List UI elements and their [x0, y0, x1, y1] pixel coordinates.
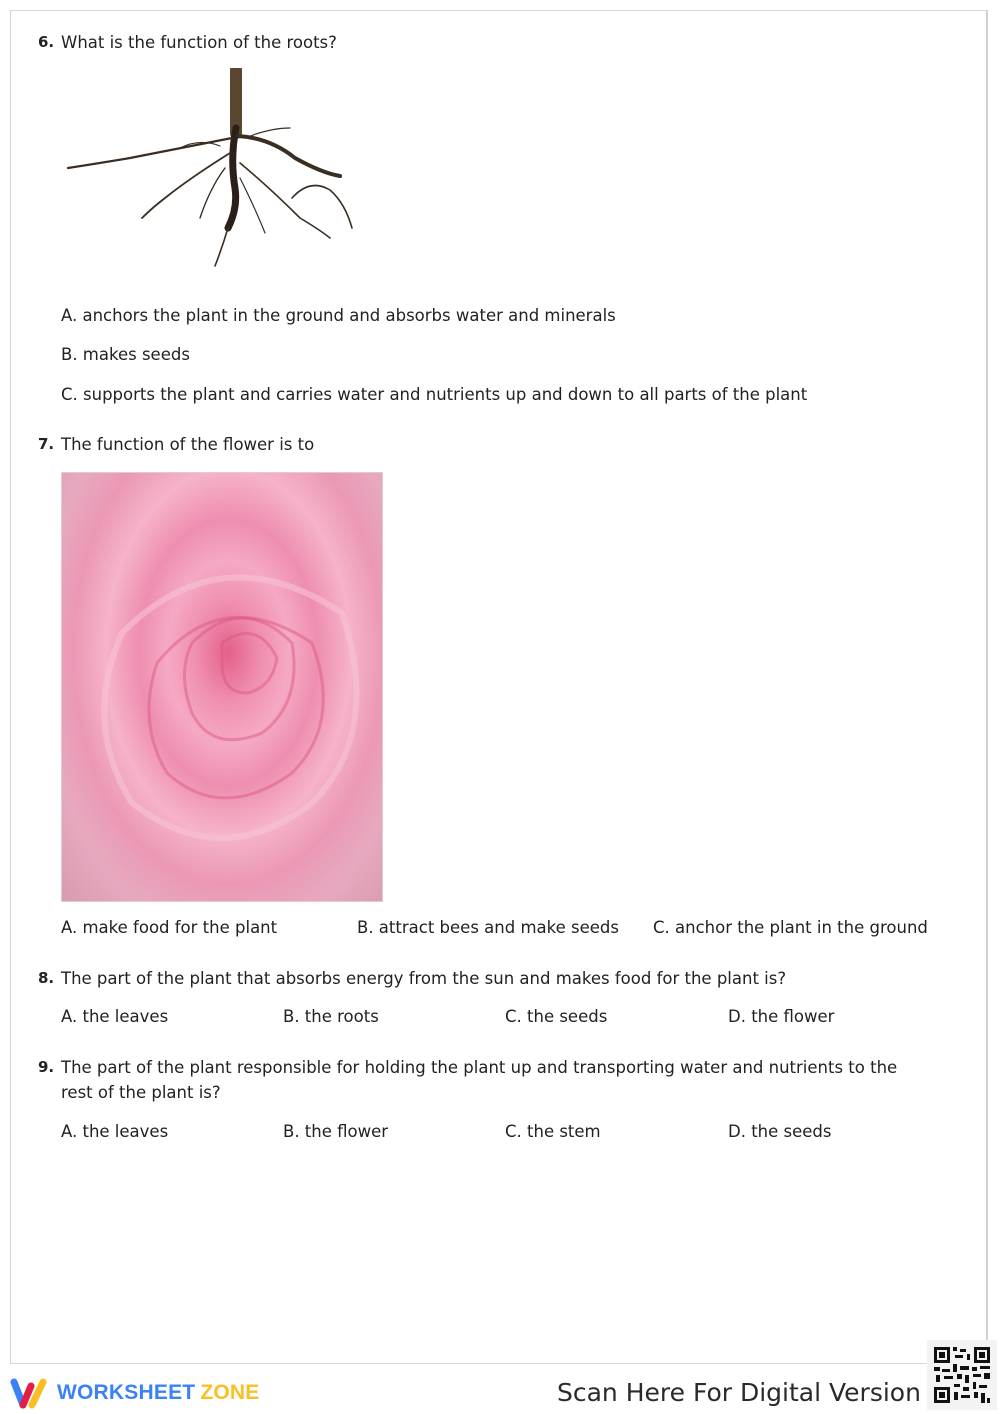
worksheetzone-logo-icon — [10, 1377, 50, 1409]
plant-roots-image — [60, 68, 360, 268]
option-8d[interactable]: D. the flower — [728, 1007, 835, 1026]
pink-rose-image — [61, 472, 383, 902]
option-7a[interactable]: A. make food for the plant — [61, 918, 278, 937]
question-number: 8. — [38, 969, 55, 987]
logo-word-zone: ZONE — [200, 1381, 260, 1404]
scan-label: Scan Here For Digital Version — [557, 1378, 921, 1407]
option-6a[interactable]: A. anchors the plant in the ground and absorbs water and minerals — [61, 306, 616, 325]
option-7b[interactable]: B. attract bees and make seeds — [357, 918, 619, 937]
option-8c[interactable]: C. the seeds — [505, 1007, 608, 1026]
worksheetzone-logo[interactable] — [10, 1377, 259, 1409]
qr-code-icon[interactable] — [927, 1340, 997, 1410]
option-6c[interactable]: C. supports the plant and carries water and nutrients up and down to all parts of the plant — [61, 385, 808, 404]
question-text: What is the function of the roots? — [61, 33, 337, 52]
question-number: 7. — [38, 435, 55, 453]
option-9a[interactable]: A. the leaves — [61, 1122, 169, 1141]
question-number: 9. — [38, 1058, 55, 1076]
question-text: The part of the plant that absorbs energy from the sun and makes food for the plant is? — [61, 969, 787, 988]
option-6b[interactable]: B. makes seeds — [61, 345, 190, 364]
option-9c[interactable]: C. the stem — [505, 1122, 601, 1141]
question-text: The part of the plant responsible for holding the plant up and transporting water and nutrients to the rest of the plant is? — [61, 1058, 898, 1102]
question-text: The function of the flower is to — [61, 435, 315, 454]
option-9d[interactable]: D. the seeds — [728, 1122, 832, 1141]
logo-word-worksheet: WORKSHEET — [57, 1381, 196, 1404]
option-8a[interactable]: A. the leaves — [61, 1007, 169, 1026]
question-number: 6. — [38, 33, 55, 51]
option-8b[interactable]: B. the roots — [283, 1007, 379, 1026]
option-7c[interactable]: C. anchor the plant in the ground — [653, 918, 928, 937]
option-9b[interactable]: B. the flower — [283, 1122, 389, 1141]
